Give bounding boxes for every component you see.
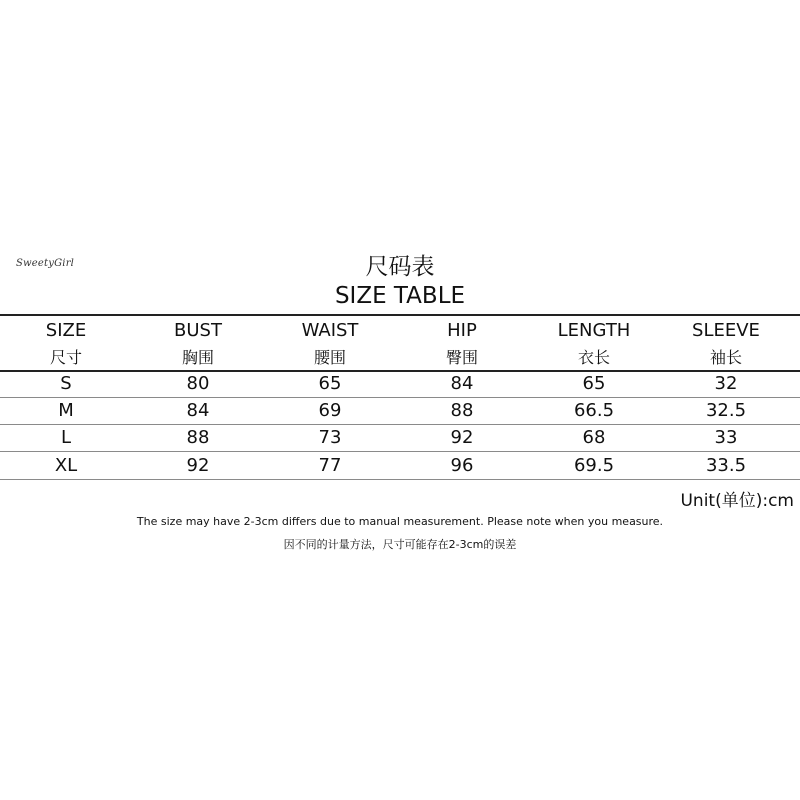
- table-cell-bust: 84: [186, 400, 210, 421]
- table-cell-length: 68: [582, 427, 606, 448]
- table-cell-waist: 65: [318, 373, 342, 394]
- header-hip-en: HIP: [447, 320, 477, 341]
- table-cell-waist: 77: [318, 455, 342, 476]
- table-cell-waist: 69: [318, 400, 342, 421]
- table-cell-size: XL: [54, 455, 78, 476]
- table-top-border: [0, 314, 800, 316]
- table-cell-bust: 80: [186, 373, 210, 394]
- table-cell-bust: 88: [186, 427, 210, 448]
- table-cell-size: L: [60, 427, 72, 448]
- header-waist-cn: 腰围: [313, 348, 346, 367]
- row-divider: [0, 424, 800, 425]
- row-divider: [0, 451, 800, 452]
- table-cell-length: 69.5: [573, 455, 615, 476]
- table-cell-size: M: [58, 400, 74, 421]
- header-size-cn: 尺寸: [49, 348, 82, 367]
- table-cell-length: 66.5: [573, 400, 615, 421]
- page-title-en: SIZE TABLE: [334, 283, 466, 309]
- header-hip-cn: 臀围: [445, 348, 478, 367]
- header-size-en: SIZE: [45, 320, 87, 341]
- table-header-divider: [0, 370, 800, 372]
- table-cell-sleeve: 33: [714, 427, 738, 448]
- header-sleeve-cn: 袖长: [709, 348, 742, 367]
- table-cell-hip: 92: [450, 427, 474, 448]
- table-cell-bust: 92: [186, 455, 210, 476]
- table-cell-size: S: [60, 373, 72, 394]
- header-bust-cn: 胸围: [181, 348, 214, 367]
- table-cell-hip: 84: [450, 373, 474, 394]
- header-sleeve-en: SLEEVE: [692, 320, 760, 341]
- header-length-cn: 衣长: [577, 348, 610, 367]
- table-cell-sleeve: 33.5: [705, 455, 747, 476]
- row-divider: [0, 397, 800, 398]
- brand-logo: SweetyGirl: [16, 258, 75, 269]
- table-cell-sleeve: 32: [714, 373, 738, 394]
- unit-label: Unit(单位):cm: [680, 491, 794, 511]
- table-cell-hip: 96: [450, 455, 474, 476]
- table-cell-length: 65: [582, 373, 606, 394]
- table-bottom-border: [0, 479, 800, 480]
- header-length-en: LENGTH: [557, 320, 631, 341]
- table-cell-waist: 73: [318, 427, 342, 448]
- header-bust-en: BUST: [174, 320, 222, 341]
- measurement-note-cn: 因不同的计量方法，尺寸可能存在2-3cm的误差: [283, 538, 517, 551]
- page-title-cn: 尺码表: [365, 254, 435, 280]
- table-cell-sleeve: 32.5: [705, 400, 747, 421]
- table-cell-hip: 88: [450, 400, 474, 421]
- measurement-note-en: The size may have 2-3cm differs due to manual measurement. Please note when you measure.: [136, 515, 664, 528]
- header-waist-en: WAIST: [301, 320, 359, 341]
